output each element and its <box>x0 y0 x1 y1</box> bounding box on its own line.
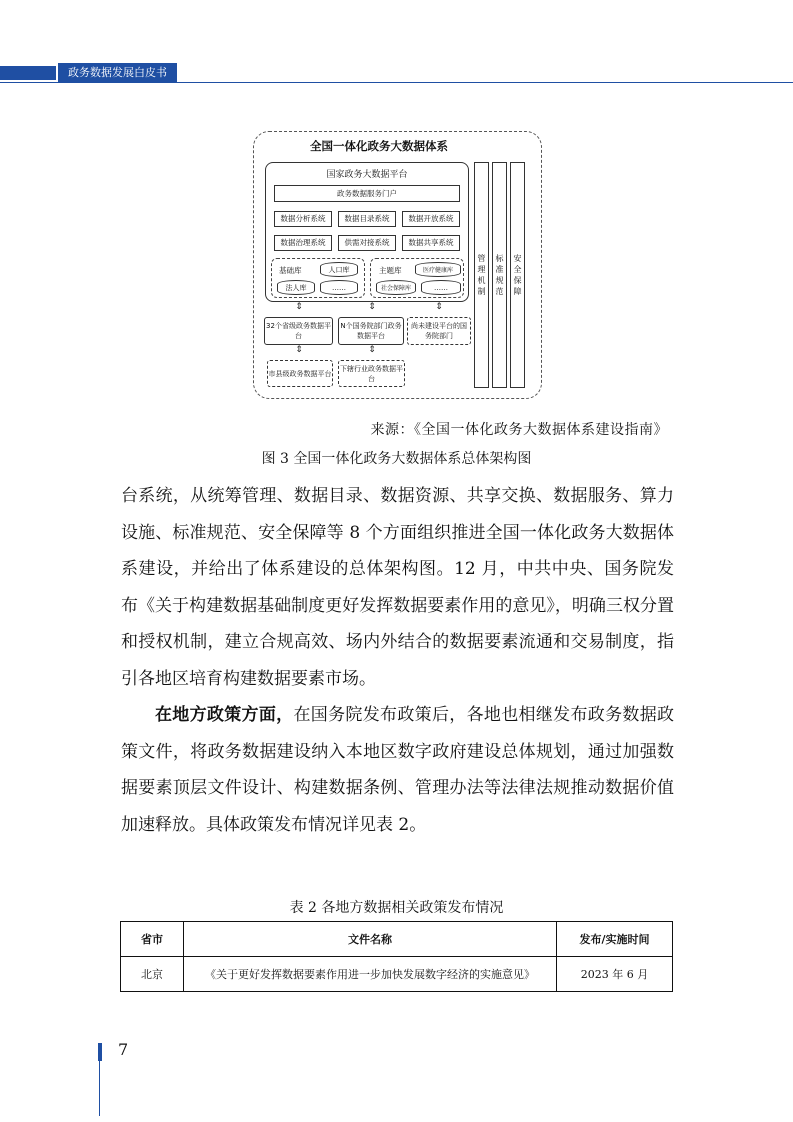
more-db: …… <box>320 280 358 295</box>
provincial-platform-box: 32个省级政务数据平台 <box>264 317 333 345</box>
city-county-platform-box: 市县级政务数据平台 <box>267 360 333 387</box>
table-cell: 《关于更好发挥数据要素作用进一步加快发展数字经济的实施意见》 <box>184 957 557 992</box>
system-box: 供需对接系统 <box>338 235 396 251</box>
header-rule <box>0 82 793 83</box>
national-platform-box <box>265 162 469 302</box>
table-header-row <box>121 922 673 957</box>
up-down-arrow: ⇕ <box>368 302 376 312</box>
table-caption: 表 2 各地方数据相关政策发布情况 <box>289 900 504 916</box>
up-down-arrow: ⇕ <box>368 345 376 355</box>
table-cell: 北京 <box>121 957 184 992</box>
management-mechanism-column: 管理机制 <box>474 162 489 388</box>
system-box: 数据分析系统 <box>274 211 332 227</box>
paragraph <box>121 697 674 843</box>
legal-entity-db: 法人库 <box>277 280 315 295</box>
unbuilt-department-box: 尚未建设平台的国务院部门 <box>407 317 471 345</box>
social-security-db: 社会保障库 <box>376 280 416 295</box>
portal-box: 政务数据服务门户 <box>274 185 460 202</box>
system-box: 数据目录系统 <box>338 211 396 227</box>
policy-table <box>120 921 673 992</box>
body-text <box>121 478 674 843</box>
population-db: 人口库 <box>320 262 358 277</box>
system-box: 数据开放系统 <box>402 211 460 227</box>
department-platform-box: N个国务院部门政务数据平台 <box>338 317 404 345</box>
diagram-title: 全国一体化政务大数据体系 <box>310 139 448 153</box>
base-library-group <box>271 258 365 298</box>
table-row <box>121 957 673 992</box>
industry-platform-box: 下辖行业政务数据平台 <box>338 360 405 387</box>
table-header: 文件名称 <box>184 922 557 957</box>
architecture-diagram <box>253 131 542 399</box>
national-platform-label: 国家政务大数据平台 <box>326 170 408 180</box>
page-number: 7 <box>118 1040 129 1059</box>
more-db: …… <box>421 280 461 295</box>
figure-caption: 图 3 全国一体化政务大数据体系总体架构图 <box>261 451 532 467</box>
figure-source: 来源：《全国一体化政务大数据体系建设指南》 <box>370 422 668 438</box>
paragraph: 台系统，从统筹管理、数据目录、数据资源、共享交换、数据服务、算力设施、标准规范、安全保障等 8 个方面组织推进全国一体化政务大数据体系建设，并给出了体系建设的总体架构图。12 月，中共中央、国务院发布《关于构建数据基础制度更好发挥数据要素作用的意见》，明确三权分置和授权机制，建立合规高效、场内外结合的数据要素流通和交易制度，指引各地区培育构建数据要素市场。 <box>121 486 674 689</box>
system-box: 数据共享系统 <box>402 235 460 251</box>
theme-library-group <box>370 258 464 298</box>
theme-library-label: 主题库 <box>379 266 402 275</box>
paragraph-lead: 在地方政策方面， <box>155 705 294 725</box>
standards-column: 标准规范 <box>492 162 507 388</box>
up-down-arrow: ⇕ <box>295 302 303 312</box>
up-down-arrow: ⇕ <box>435 302 443 312</box>
page-number-accent <box>98 1043 102 1061</box>
table-header: 发布/实施时间 <box>557 922 673 957</box>
page-number-rule <box>99 1061 100 1116</box>
header-title: 政务数据发展白皮书 <box>58 63 177 83</box>
security-column: 安全保障 <box>510 162 525 388</box>
up-down-arrow: ⇕ <box>295 345 303 355</box>
table-header: 省市 <box>121 922 184 957</box>
health-db: 医疗健康库 <box>415 262 461 277</box>
table-cell: 2023 年 6 月 <box>557 957 673 992</box>
base-library-label: 基础库 <box>279 266 302 275</box>
system-box: 数据治理系统 <box>274 235 332 251</box>
header-accent-bar <box>0 66 56 80</box>
paragraph-text: 在国务院发布政策后，各地也相继发布政务数据政策文件，将政务数据建设纳入本地区数字政府建设总体规划，通过加强数据要素顶层文件设计、构建数据条例、管理办法等法律法规推动数据价值加速释放。具体政策发布情况详见表 2。 <box>121 705 675 835</box>
